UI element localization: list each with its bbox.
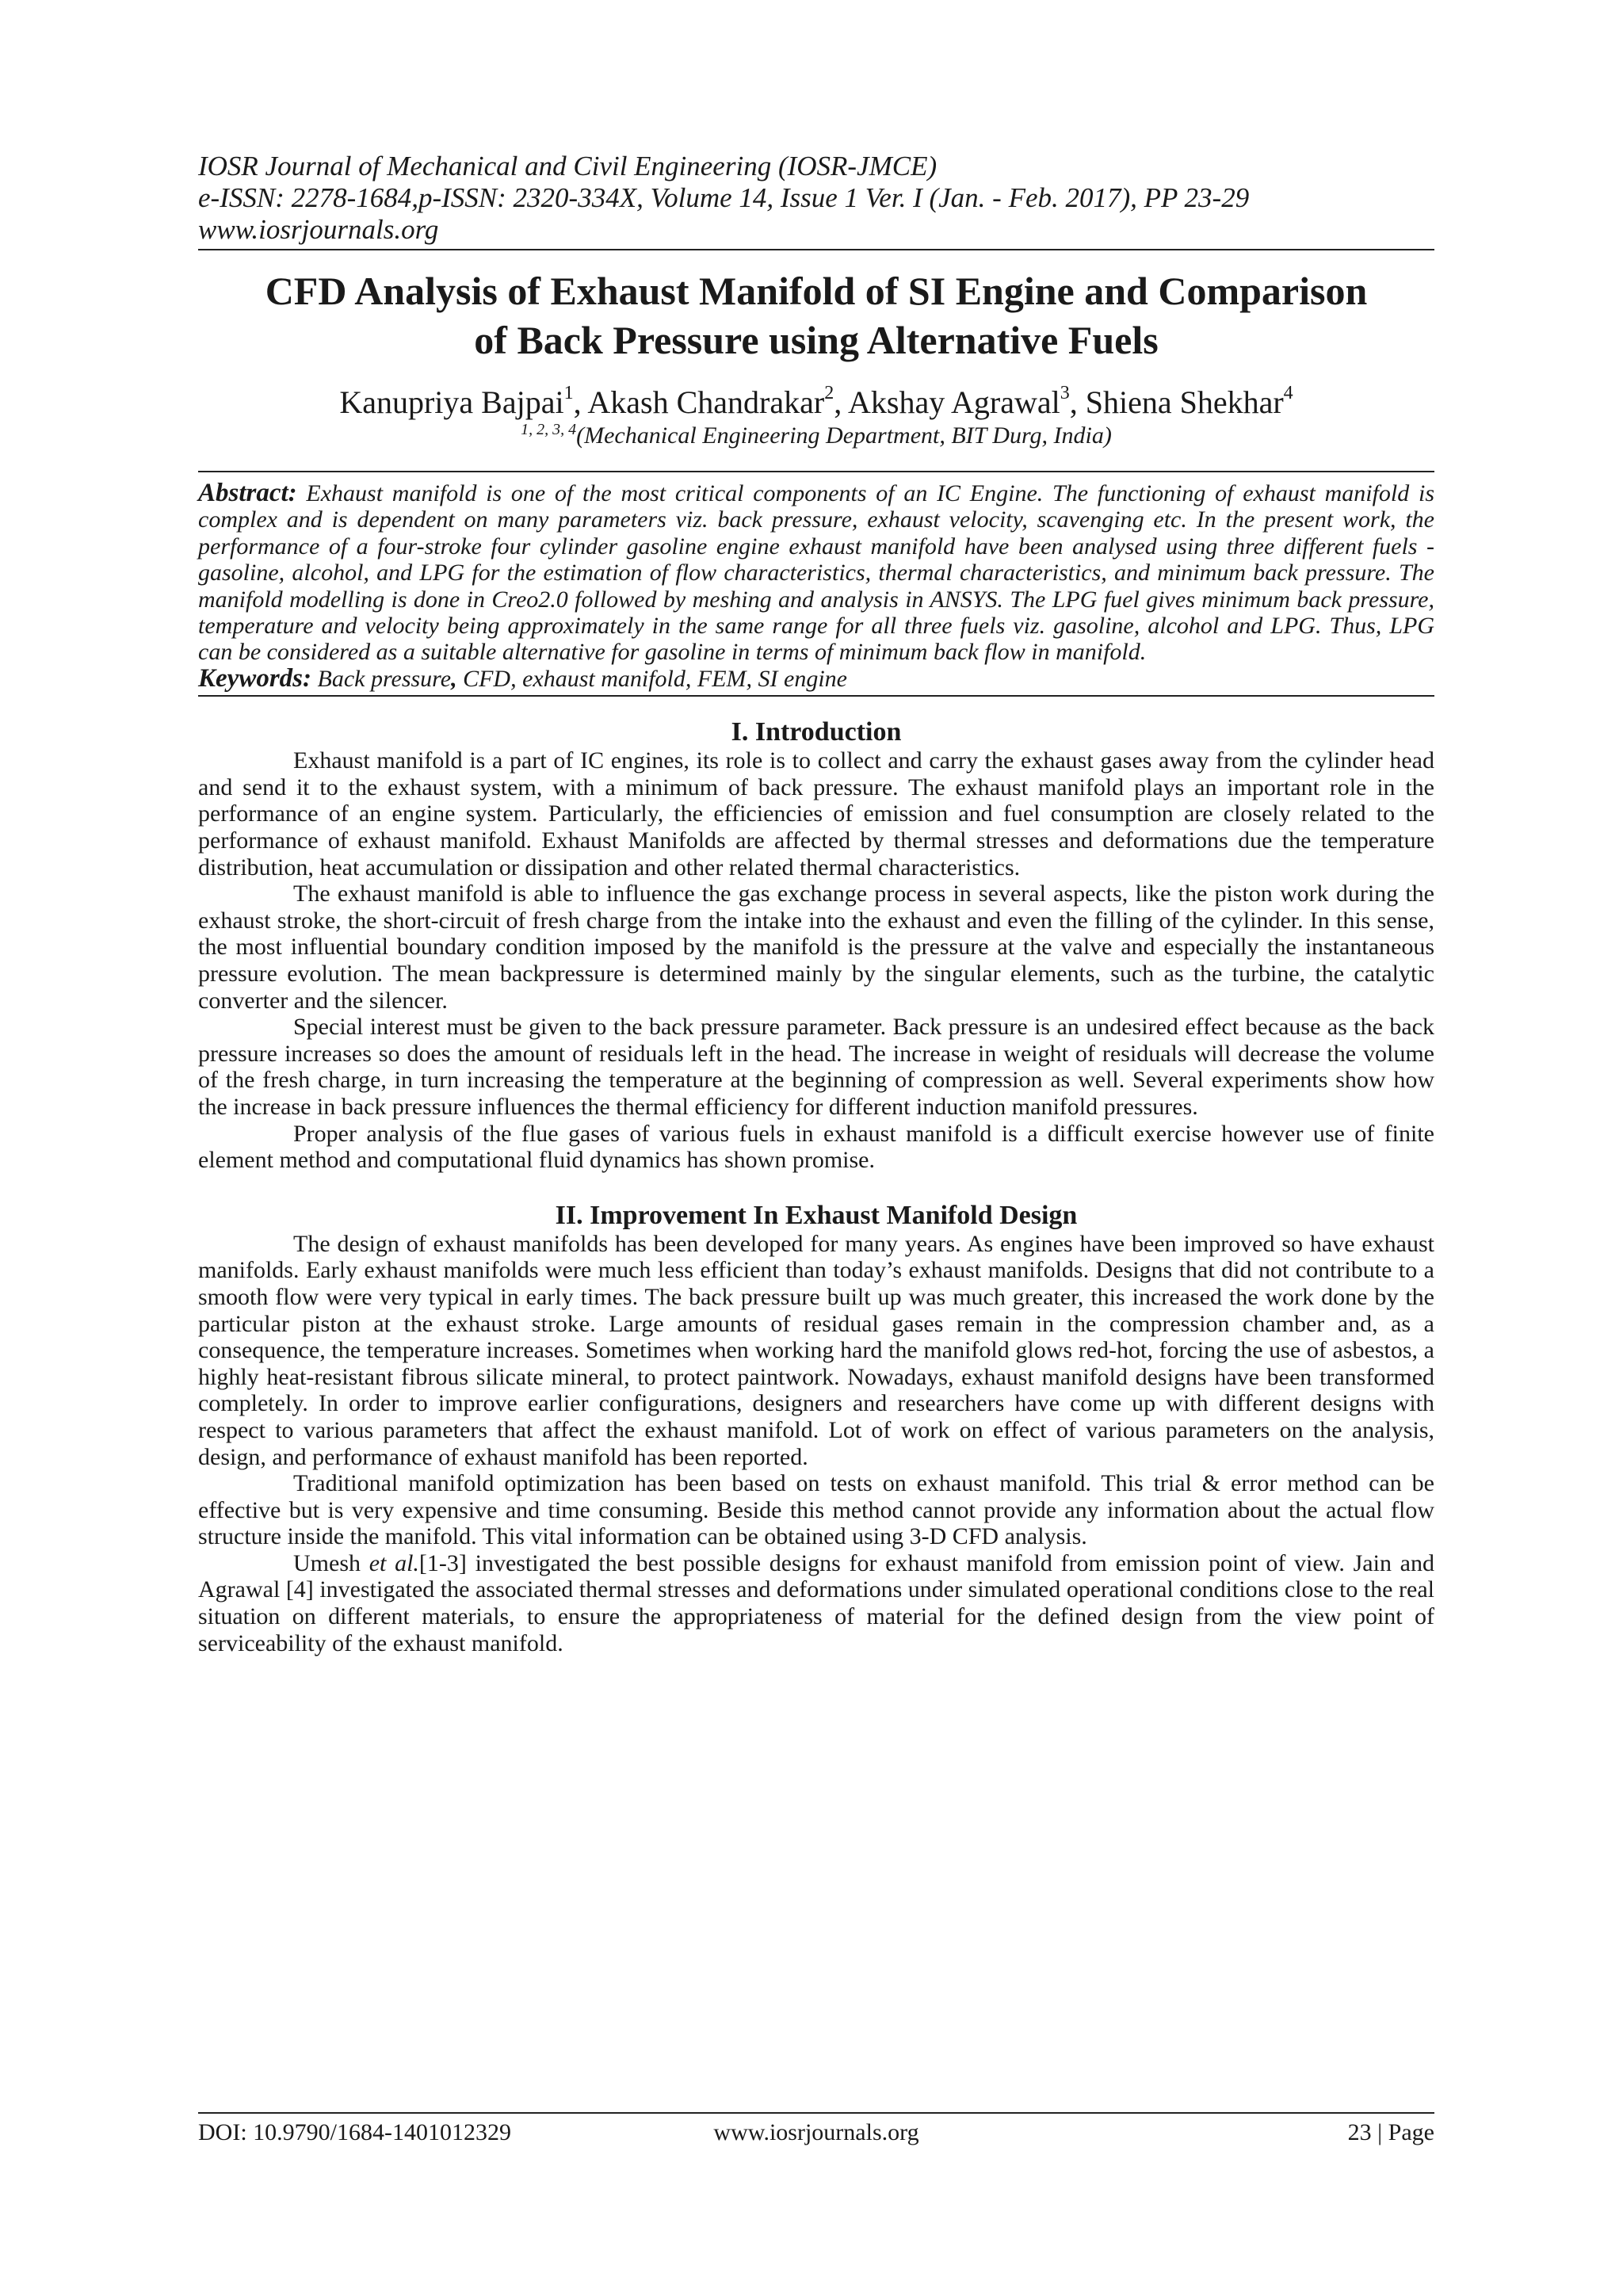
journal-website[interactable]: www.iosrjournals.org: [198, 214, 439, 245]
body-paragraph: The design of exhaust manifolds has been developed for many years. As engines have been improved so have exhaust manifolds. Early exhaust manifolds were much less efficient than today’s exhaust manifolds. Designs that did not contribute to a smooth flow were very typical in early times. The back pressure built up was much greater, this increased the work done by the particular piston at the exhaust stroke. Large amounts of residual gases remain in the compression chamber and, as a consequence, the temperature increases. Sometimes when working hard the manifold glows red-hot, forcing the use of asbestos, a highly heat-resistant fibrous silicate mineral, to protect paintwork. Nowadays, exhaust manifold designs have been transformed completely. In order to improve earlier configurations, designers and researchers have come up with different designs with respect to various parameters that affect the exhaust manifold. Lot of work on effect of various parameters on the analysis, design, and performance of exhaust manifold has been reported.: [198, 1230, 1434, 1470]
author-affil-sup: 3: [1060, 382, 1070, 403]
author-affil-sup: 2: [824, 382, 834, 403]
author-name: Kanupriya Bajpai: [339, 384, 564, 420]
keywords-first: Back pressure: [317, 665, 452, 692]
journal-header: [198, 151, 1434, 246]
footer-page-number: 23 | Page: [1347, 2119, 1434, 2145]
keywords-label: Keywords:: [198, 663, 311, 693]
abstract-top-rule: [198, 471, 1434, 472]
page-footer: [198, 2112, 1434, 2149]
affiliation: [198, 422, 1434, 450]
abstract-bottom-rule: [198, 695, 1434, 697]
keywords-rest: CFD, exhaust manifold, FEM, SI engine: [456, 665, 847, 692]
author-name: Akash Chandrakar: [587, 384, 825, 420]
body-paragraph: Traditional manifold optimization has been based on tests on exhaust manifold. This trial & error method can be effective but is very expensive and time consuming. Beside this method cannot provide any information about the actual flow structure inside the manifold. This vital information can be obtained using 3-D CFD analysis.: [198, 1470, 1434, 1550]
affiliation-sup: 1, 2, 3, 4: [521, 421, 577, 438]
abstract: [198, 480, 1434, 666]
affiliation-text: (Mechanical Engineering Department, BIT Durg, India): [576, 422, 1112, 449]
author-separator: ,: [573, 384, 588, 420]
author-name: Akshay Agrawal: [847, 384, 1060, 420]
section-introduction: [198, 717, 1434, 1174]
footer-website[interactable]: www.iosrjournals.org: [713, 2119, 919, 2145]
body-paragraph: Proper analysis of the flue gases of various fuels in exhaust manifold is a difficult exercise however use of finite element method and computational fluid dynamics has shown promise.: [198, 1120, 1434, 1174]
body-paragraph: [198, 1550, 1434, 1656]
paper-page: [198, 151, 1434, 1656]
abstract-text: Exhaust manifold is one of the most critical components of an IC Engine. The functioning of exhaust manifold is complex and is dependent on many parameters viz. back pressure, exhaust velocity, scavenging etc. In the present work, the performance of a four-stroke four cylinder gasoline engine exhaust manifold have been analysed using three different fuels - gasoline, alcohol, and LPG for the estimation of flow characteristics, thermal characteristics, and minimum back pressure. The manifold modelling is done in Creo2.0 followed by meshing and analysis in ANSYS. The LPG fuel gives minimum back pressure, temperature and velocity being approximately in the same range for all three fuels viz. gasoline, alcohol and LPG. Thus, LPG can be considered as a suitable alternative for gasoline in terms of minimum back flow in manifold.: [198, 480, 1434, 666]
section-improvement: [198, 1201, 1434, 1657]
author-list: [198, 384, 1434, 422]
paragraph-text: [1-3] investigated the best possible designs for exhaust manifold from emission point of view. Jain and Agrawal [4] investigated the associated thermal stresses and deformations under simulated operational conditions close to the real situation on different materials, to ensure the appropriateness of material for the defined design from the view point of serviceability of the exhaust manifold.: [198, 1549, 1434, 1656]
paragraph-text: Umesh: [293, 1549, 369, 1576]
abstract-label: Abstract:: [198, 479, 297, 507]
author-affil-sup: 4: [1283, 382, 1293, 403]
section-heading: I. Introduction: [731, 717, 902, 747]
author-separator: ,: [834, 384, 848, 420]
author-separator: ,: [1069, 384, 1086, 420]
title-line-1: CFD Analysis of Exhaust Manifold of SI Engine and Comparison: [265, 269, 1368, 313]
journal-issn: e-ISSN: 2278-1684,p-ISSN: 2320-334X, Volume 14, Issue 1 Ver. I (Jan. - Feb. 2017), PP 23-29: [198, 182, 1250, 213]
section-heading: II. Improvement In Exhaust Manifold Design: [555, 1200, 1078, 1230]
footer-doi: DOI: 10.9790/1684-1401012329: [198, 2119, 511, 2145]
body-paragraph: Special interest must be given to the back pressure parameter. Back pressure is an undesired effect because as the back pressure increases so does the amount of residuals left in the head. The increase in weight of residuals will decrease the volume of the fresh charge, in turn increasing the temperature at the beginning of compression as well. Several experiments show how the increase in back pressure influences the thermal efficiency for different induction manifold pressures.: [198, 1014, 1434, 1120]
keywords: Keywords: Back pressure, CFD, exhaust manifold, FEM, SI engine: [198, 663, 847, 693]
body-paragraph: The exhaust manifold is able to influence the gas exchange process in several aspects, like the piston work during the exhaust stroke, the short-circuit of fresh charge from the intake into the exhaust and even the filling of the cylinder. In this sense, the most influential boundary condition imposed by the manifold is the pressure at the valve and especially the instantaneous pressure evolution. The mean backpressure is determined mainly by the singular elements, such as the turbine, the catalytic converter and the silencer.: [198, 881, 1434, 1014]
header-rule: [198, 249, 1434, 250]
body-paragraph: Exhaust manifold is a part of IC engines, its role is to collect and carry the exhaust gases away from the cylinder head and send it to the exhaust system, with a minimum of back pressure. The exhaust manifold plays an important role in the performance of an engine system. Particularly, the efficiencies of emission and fuel consumption are closely related to the performance of exhaust manifold. Exhaust Manifolds are affected by thermal stresses and deformations due the temperature distribution, heat accumulation or dissipation and other related thermal characteristics.: [198, 747, 1434, 881]
author-name: Shiena Shekhar: [1085, 384, 1284, 420]
journal-name: IOSR Journal of Mechanical and Civil Engineering (IOSR-JMCE): [198, 151, 938, 181]
paper-title: [198, 266, 1434, 365]
citation-etal: et al.: [369, 1549, 419, 1576]
title-line-2: of Back Pressure using Alternative Fuels: [474, 318, 1159, 362]
author-affil-sup: 1: [563, 382, 574, 403]
